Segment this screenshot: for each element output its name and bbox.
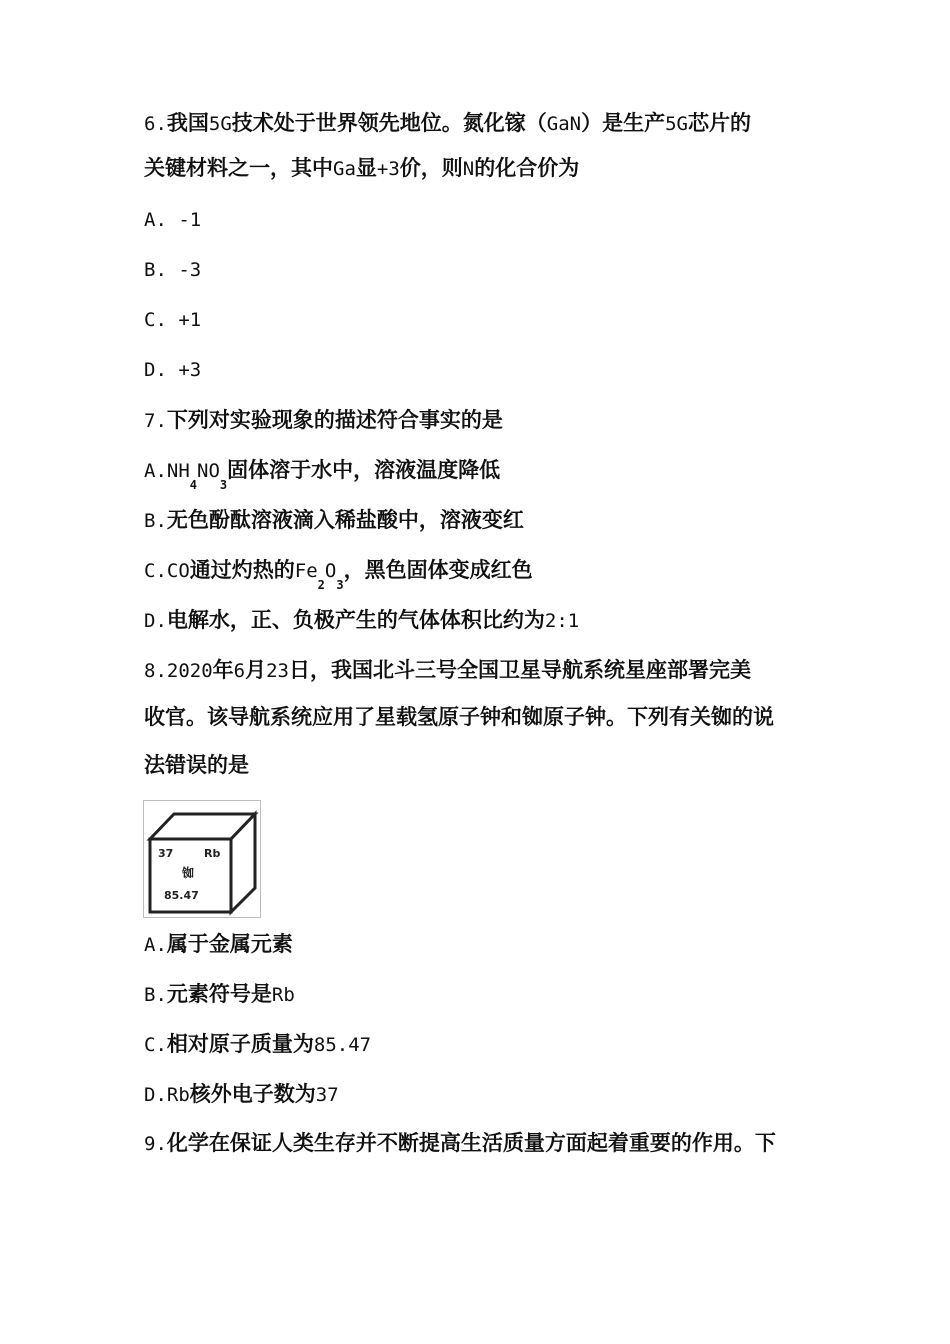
q9-stem: 9.化学在保证人类生存并不断提高生活质量方面起着重要的作用。下 bbox=[144, 1131, 776, 1155]
element-atomic-mass: 85.47 bbox=[164, 889, 199, 902]
q6-option-b: B. -3 bbox=[144, 259, 202, 281]
q6-option-d: D. +3 bbox=[144, 359, 202, 381]
q8-option-b: B.元素符号是Rb bbox=[144, 982, 295, 1006]
element-atomic-number: 37 bbox=[158, 847, 174, 860]
q6-stem-line2: 关键材料之一，其中Ga显+3价，则N的化合价为 bbox=[144, 156, 580, 180]
q6-option-a: A. -1 bbox=[144, 209, 202, 231]
q8-stem-line3: 法错误的是 bbox=[144, 753, 249, 777]
element-symbol: Rb bbox=[204, 847, 221, 860]
q8-option-a: A.属于金属元素 bbox=[144, 932, 293, 956]
rubidium-element-card-figure bbox=[143, 800, 261, 918]
q8-stem-line2: 收官。该导航系统应用了星载氢原子钟和铷原子钟。下列有关铷的说 bbox=[144, 705, 774, 729]
element-name: 铷 bbox=[182, 866, 195, 880]
q7-option-b: B.无色酚酞溶液滴入稀盐酸中，溶液变红 bbox=[144, 508, 524, 532]
q8-option-c: C.相对原子质量为85.47 bbox=[144, 1032, 372, 1056]
q8-stem-line1: 8.2020年6月23日，我国北斗三号全国卫星导航系统星座部署完美 bbox=[144, 658, 751, 682]
q7-stem: 7.下列对实验现象的描述符合事实的是 bbox=[144, 408, 503, 432]
q7-option-c: C.CO通过灼热的$Fe_2O_3$，黑色固体变成红色 bbox=[144, 558, 533, 592]
q7-option-d: D.电解水，正、负极产生的气体体积比约为2:1 bbox=[144, 608, 580, 632]
q8-option-d: D.Rb核外电子数为37 bbox=[144, 1082, 339, 1106]
q6-option-c: C. +1 bbox=[144, 309, 202, 331]
q6-stem-line1: 6.我国5G技术处于世界领先地位。氮化镓（GaN）是生产5G芯片的 bbox=[144, 111, 751, 135]
q7-option-a: $A.NH_4NO_3$固体溶于水中，溶液温度降低 bbox=[144, 458, 501, 492]
